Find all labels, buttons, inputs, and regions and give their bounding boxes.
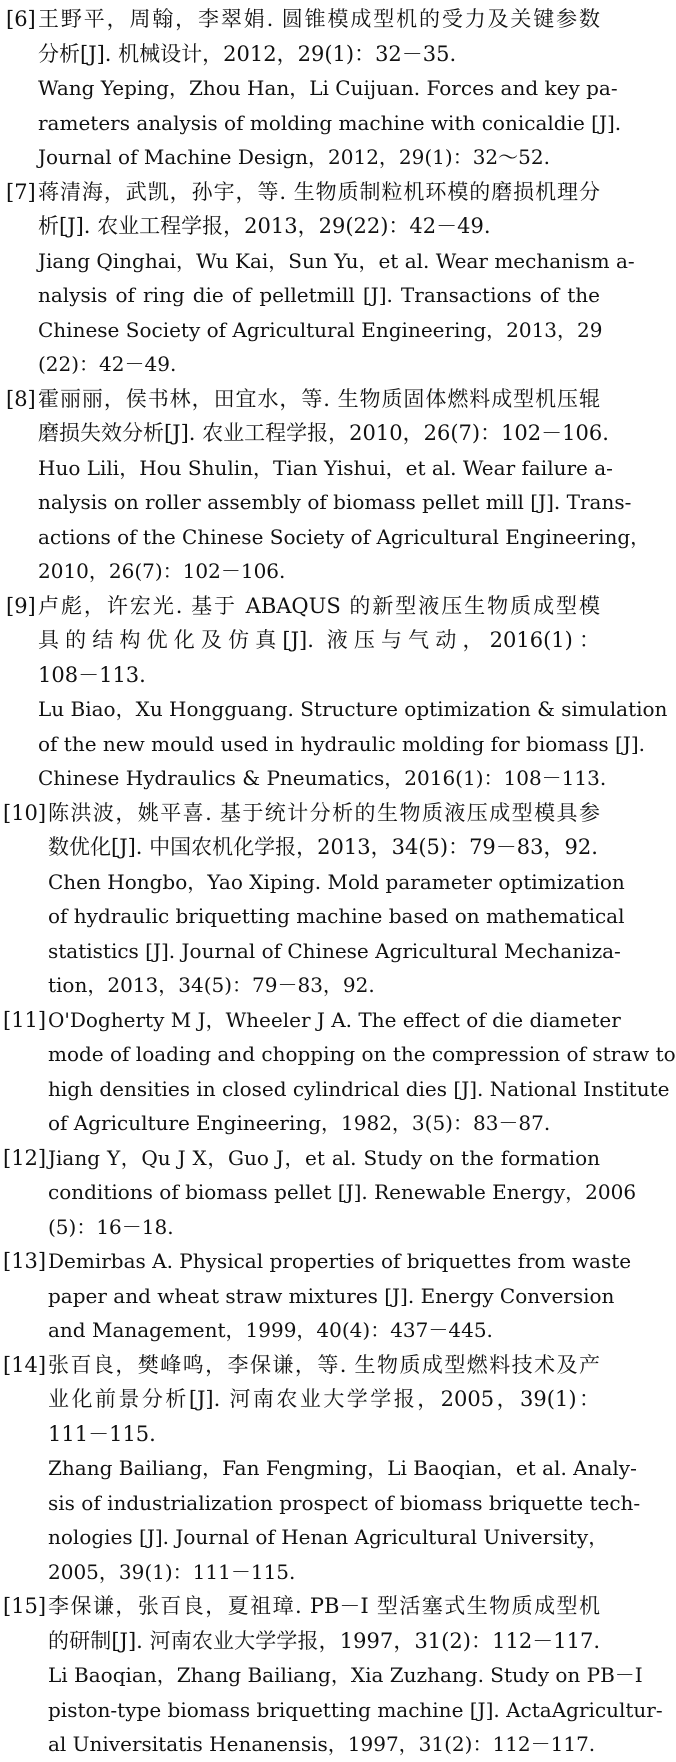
reference-line: 108－113. [38, 662, 146, 687]
reference-line: 2010，26(7)：102－106. [38, 559, 286, 583]
reference-line: Zhang Bailiang，Fan Fengming，Li Baoqian，et al. Analy- [48, 1456, 637, 1480]
reference-item-10 [0, 796, 625, 1003]
reference-line: 数优化[J]. 中国农机化学报，2013，34(5)：79－83，92. [48, 835, 598, 859]
reference-line: Wang Yeping，Zhou Han，Li Cuijuan. Forces and key pa- [38, 76, 618, 100]
reference-line: high densities in closed cylindrical dies [J]. National Institute [48, 1076, 670, 1101]
reference-text [48, 1589, 663, 1762]
reference-number: [12] [3, 1145, 47, 1170]
reference-text [48, 1141, 637, 1245]
reference-line: Huo Lili，Hou Shulin，Tian Yishui，et al. Wear failure a- [38, 455, 613, 480]
reference-line: 111－115. [48, 1421, 156, 1446]
reference-line: Demirbas A. Physical properties of briquettes from waste [48, 1249, 632, 1273]
reference-line: piston-type biomass briquetting machine [J]. ActaAgricultur- [48, 1697, 663, 1722]
reference-number: [11] [3, 1007, 47, 1032]
reference-line: O'Dogherty M J，Wheeler J A. The effect of die diameter [48, 1007, 621, 1032]
reference-line: Li Baoqian，Zhang Bailiang，Xia Zuzhang. Study on PB－I [48, 1663, 643, 1687]
reference-item-15 [0, 1589, 663, 1762]
reference-line: (22)：42－49. [38, 352, 177, 376]
reference-line: (5)：16－18. [48, 1214, 174, 1239]
reference-text [48, 1003, 676, 1141]
reference-line: nalysis on roller assembly of biomass pellet mill [J]. Trans- [38, 490, 632, 514]
reference-line: 张百良，樊峰鸣，李保谦，等. 生物质成型燃料技术及产 [48, 1352, 600, 1377]
reference-item-11 [0, 1003, 676, 1141]
reference-line: rameters analysis of molding machine with conicaldie [J]. [38, 110, 622, 135]
reference-line: of Agriculture Engineering，1982，3(5)：83－87. [48, 1111, 551, 1135]
reference-line: paper and wheat straw mixtures [J]. Energy Conversion [48, 1283, 615, 1308]
reference-number: [13] [3, 1249, 47, 1273]
reference-line: Chen Hongbo，Yao Xiping. Mold parameter optimization [48, 869, 625, 894]
reference-line: conditions of biomass pellet [J]. Renewable Energy，2006 [48, 1180, 637, 1204]
reference-item-14 [0, 1348, 641, 1590]
reference-line: 磨损失效分析[J]. 农业工程学报，2010，26(7)：102－106. [38, 421, 609, 445]
reference-line: Jiang Qinghai，Wu Kai，Sun Yu，et al. Wear mechanism a- [38, 248, 635, 273]
reference-line: 李保谦，张百良，夏祖璋. PB－I 型活塞式生物质成型机 [48, 1594, 600, 1618]
reference-number: [15] [3, 1594, 47, 1618]
reference-text [48, 1244, 632, 1348]
reference-line: sis of industrialization prospect of biomass briquette tech- [48, 1490, 641, 1515]
reference-line: 蒋清海，武凯，孙宇，等. 生物质制粒机环模的磨损机理分 [38, 179, 600, 204]
reference-number: [8] [6, 386, 36, 411]
reference-line: 业化前景分析[J]. 河南农业大学学报，2005，39(1)： [48, 1387, 600, 1411]
reference-number: [6] [6, 7, 36, 31]
reference-line: statistics [J]. Journal of Chinese Agricultural Mechaniza- [48, 938, 621, 963]
reference-text [38, 589, 668, 796]
reference-line: nologies [J]. Journal of Henan Agricultural University， [48, 1525, 609, 1549]
reference-line: 分析[J]. 机械设计，2012，29(1)：32－35. [38, 41, 457, 66]
reference-item-9 [0, 589, 668, 796]
reference-line: of the new mould used in hydraulic molding for biomass [J]. [38, 731, 646, 756]
reference-number: [10] [3, 800, 47, 825]
reference-line: Chinese Society of Agricultural Engineering，2013，29 [38, 317, 603, 342]
reference-line: nalysis of ring die of pelletmill [J]. Transactions of the [38, 283, 600, 307]
reference-number: [14] [3, 1352, 47, 1377]
reference-line: 具的结构优化及仿真[J]. 液压与气动，2016(1)： [38, 628, 600, 652]
reference-line: Chinese Hydraulics & Pneumatics，2016(1)：108－113. [38, 766, 607, 790]
reference-line: of hydraulic briquetting machine based on mathematical [48, 904, 625, 928]
reference-line: 王野平，周翰，李翠娟. 圆锥模成型机的受力及关键参数 [38, 7, 600, 31]
reference-line: 2005，39(1)：111－115. [48, 1559, 296, 1584]
reference-line: tion，2013，34(5)：79－83，92. [48, 973, 375, 997]
reference-line: al Universitatis Henanensis，1997，31(2)：112－117. [48, 1732, 596, 1756]
reference-line: 析[J]. 农业工程学报，2013，29(22)：42－49. [38, 214, 491, 238]
reference-text [48, 796, 625, 1003]
reference-line: actions of the Chinese Society of Agricultural Engineering， [38, 524, 651, 549]
reference-line: 的研制[J]. 河南农业大学学报，1997，31(2)：112－117. [48, 1628, 600, 1653]
reference-item-12 [0, 1141, 637, 1245]
reference-text [48, 1348, 641, 1590]
reference-item-7 [0, 175, 635, 382]
reference-line: Journal of Machine Design，2012，29(1)：32～52. [38, 145, 550, 169]
reference-line: 霍丽丽，侯书林，田宜水，等. 生物质固体燃料成型机压辊 [38, 386, 600, 411]
reference-number: [7] [6, 179, 36, 204]
reference-item-6 [0, 2, 622, 175]
reference-line: Lu Biao，Xu Hongguang. Structure optimization & simulation [38, 697, 668, 721]
reference-line: 陈洪波，姚平喜. 基于统计分析的生物质液压成型模具参 [48, 800, 600, 825]
reference-line: and Management，1999，40(4)：437－445. [48, 1318, 493, 1342]
reference-item-8 [0, 382, 651, 589]
reference-text [38, 382, 651, 589]
reference-number: [9] [6, 593, 36, 618]
reference-text [38, 2, 622, 175]
reference-line: mode of loading and chopping on the compression of straw to [48, 1042, 676, 1066]
reference-text [38, 175, 635, 382]
reference-line: Jiang Y，Qu J X，Guo J，et al. Study on the formation [48, 1145, 600, 1170]
reference-item-13 [0, 1244, 632, 1348]
reference-line: 卢彪，许宏光. 基于 ABAQUS 的新型液压生物质成型模 [38, 593, 600, 618]
